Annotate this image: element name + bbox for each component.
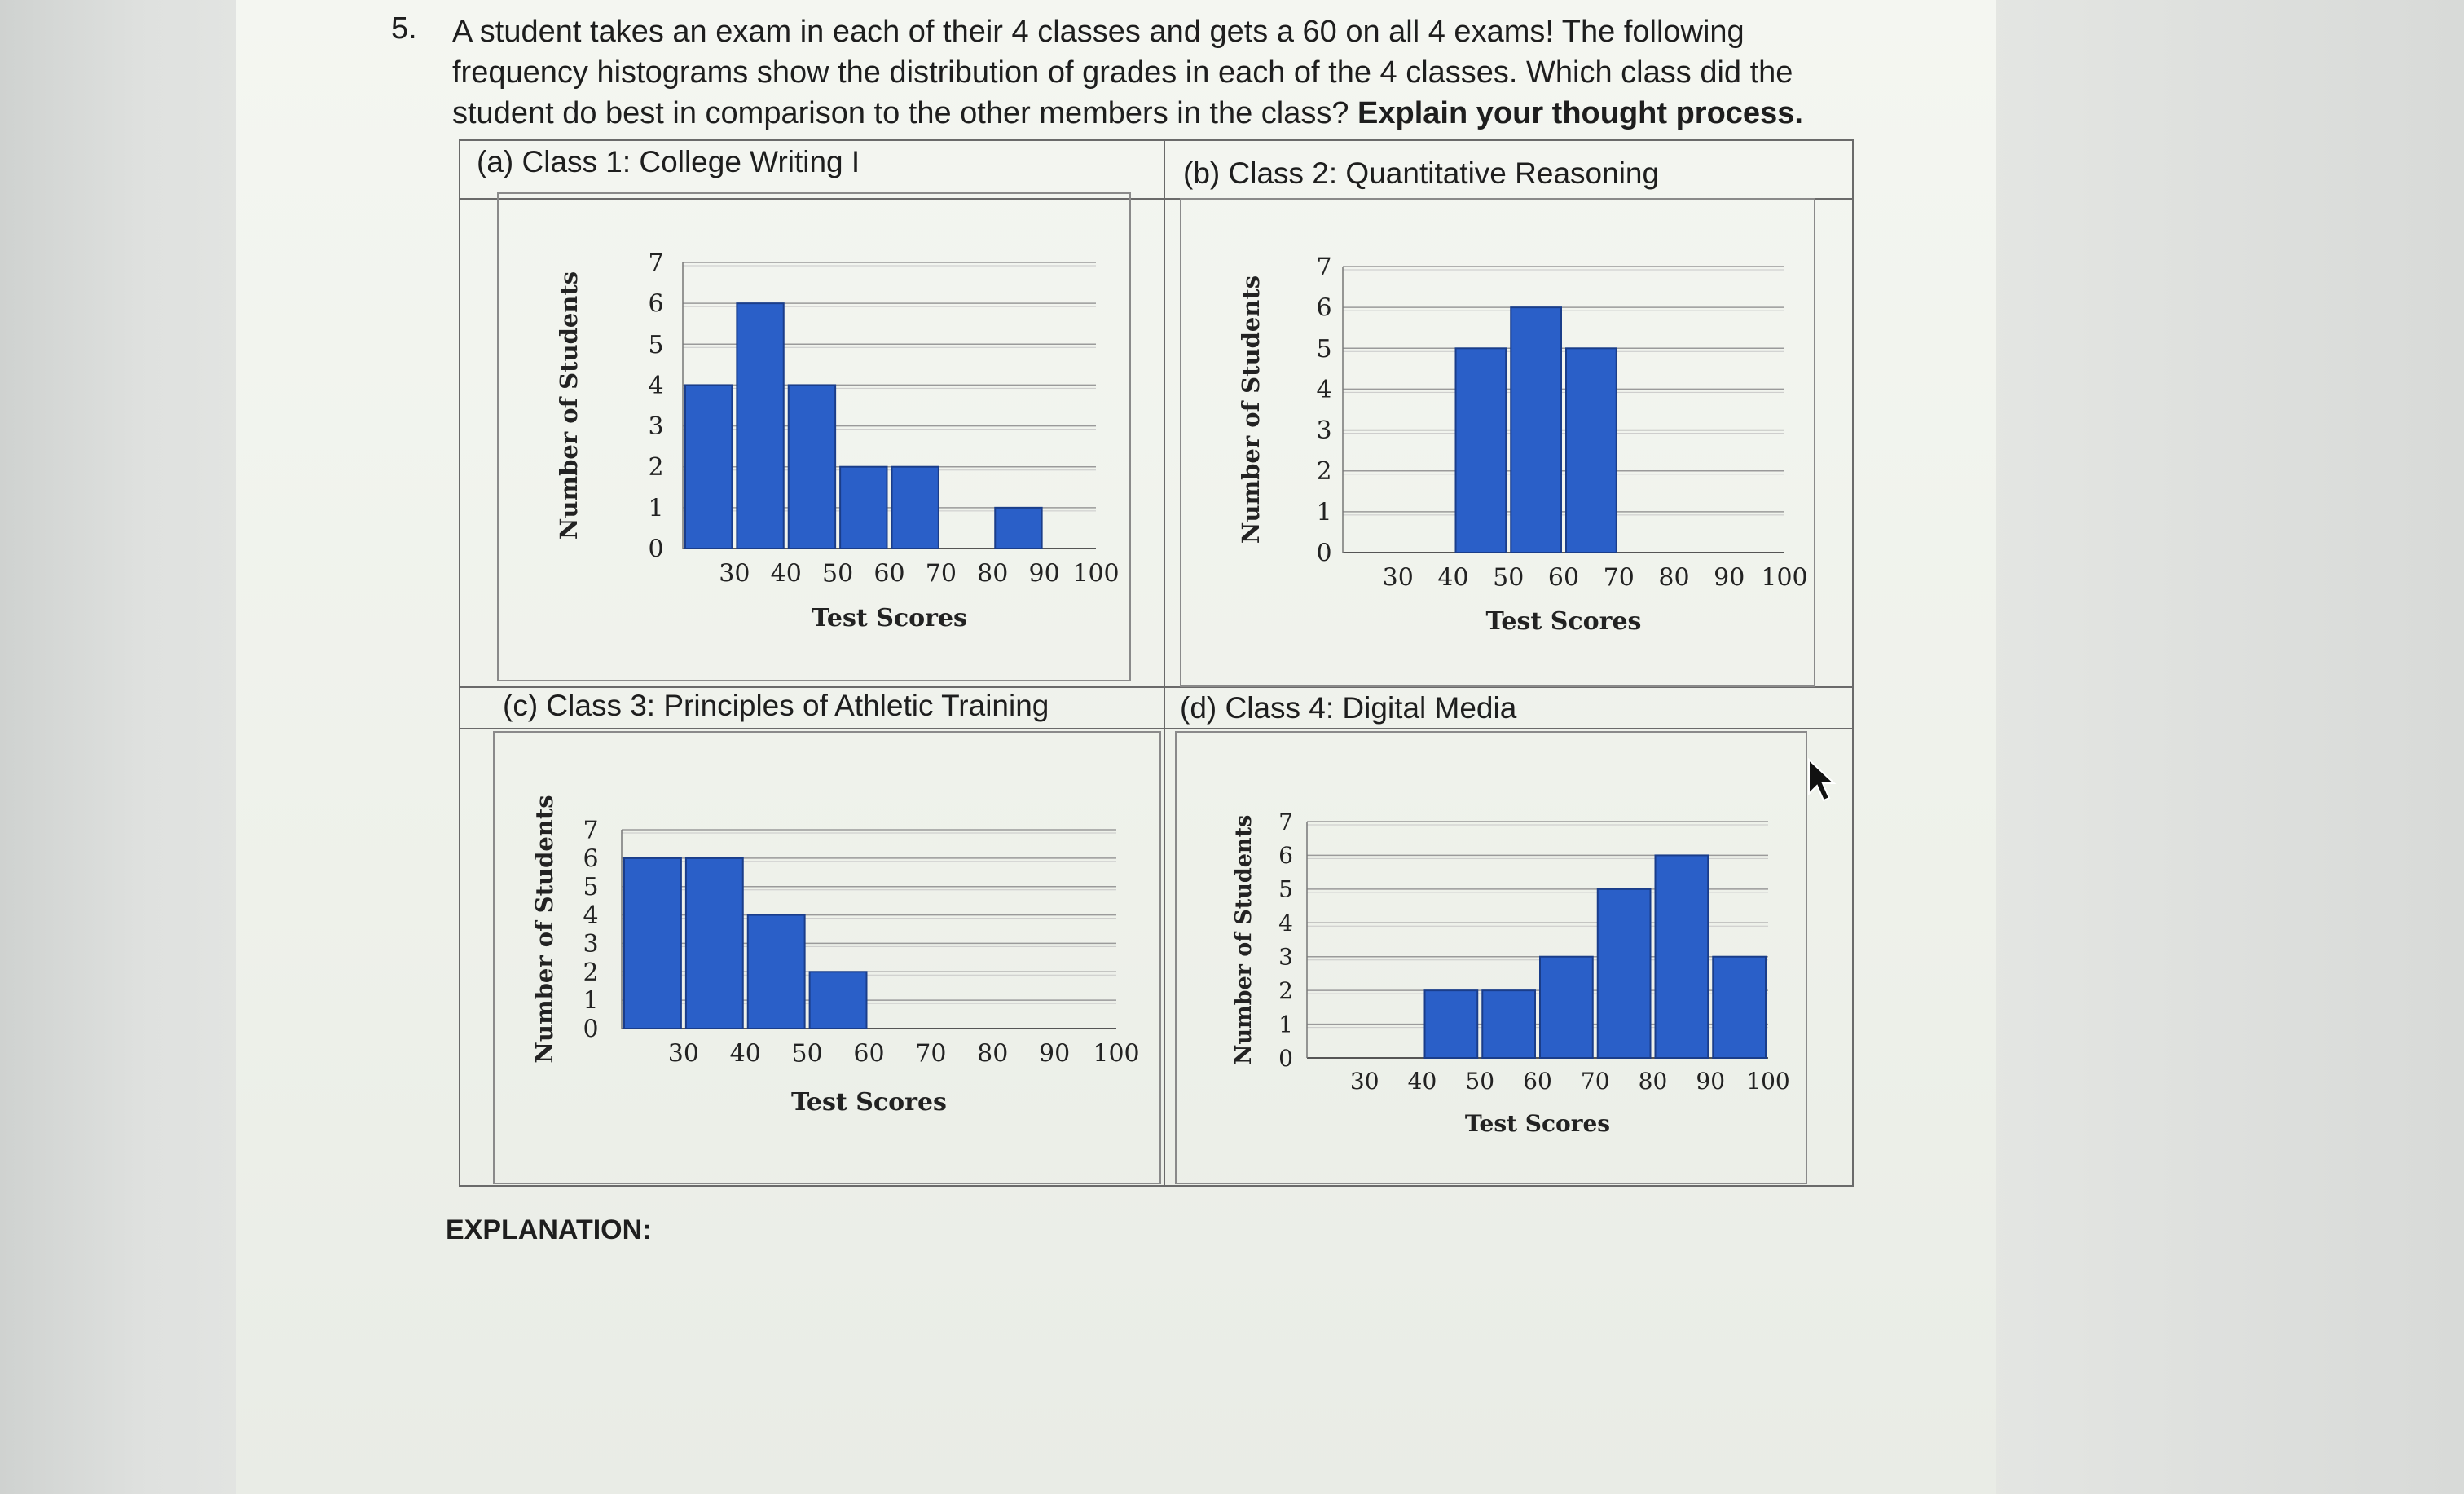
bar-a-70 (892, 467, 939, 549)
bar-b-70 (1566, 348, 1617, 553)
bar-c-30 (624, 858, 681, 1029)
x-tick-label-b-80: 80 (1658, 563, 1690, 593)
x-tick-label-c-100: 100 (1093, 1039, 1140, 1069)
bar-c-40 (686, 858, 743, 1029)
question-line-3-regular: student do best in comparison to the other members in the class? (452, 96, 1349, 130)
panel-title-d: (d) Class 4: Digital Media (1180, 691, 1517, 725)
y-tick-label-c-4: 4 (583, 901, 599, 931)
question-number: 5. (391, 11, 417, 46)
panel-title-b: (b) Class 2: Quantitative Reasoning (1183, 156, 1660, 190)
y-tick-label-a-0: 0 (648, 535, 664, 564)
x-tick-label-c-50: 50 (791, 1039, 823, 1069)
x-tick-label-d-100: 100 (1746, 1067, 1790, 1095)
y-tick-label-a-4: 4 (648, 371, 664, 400)
x-tick-label-c-70: 70 (915, 1039, 947, 1069)
x-tick-label-c-80: 80 (977, 1039, 1009, 1069)
bar-d-90 (1656, 855, 1709, 1058)
chart-d (1231, 809, 1790, 1137)
bar-d-80 (1598, 889, 1651, 1058)
x-tick-label-a-100: 100 (1072, 559, 1120, 588)
y-tick-label-b-6: 6 (1316, 293, 1332, 323)
bar-c-50 (748, 915, 805, 1029)
y-tick-label-d-1: 1 (1278, 1011, 1293, 1038)
y-axis-label-b: Number of Students (1237, 275, 1265, 544)
bar-a-40 (737, 303, 783, 549)
chart-a (555, 249, 1120, 633)
y-tick-label-a-3: 3 (648, 412, 664, 442)
x-tick-label-d-50: 50 (1465, 1067, 1495, 1095)
bar-d-60 (1482, 990, 1535, 1058)
y-tick-label-b-0: 0 (1316, 539, 1332, 568)
panel-title-a: (a) Class 1: College Writing I (477, 145, 860, 178)
x-tick-label-d-60: 60 (1523, 1067, 1552, 1095)
x-tick-label-a-80: 80 (977, 559, 1009, 588)
y-tick-label-d-2: 2 (1278, 976, 1293, 1004)
y-tick-label-d-0: 0 (1278, 1044, 1293, 1072)
x-tick-label-d-70: 70 (1580, 1067, 1610, 1095)
y-tick-label-c-3: 3 (583, 929, 599, 959)
x-tick-label-c-60: 60 (853, 1039, 885, 1069)
y-tick-label-b-4: 4 (1316, 375, 1332, 404)
question-line-3-bold: Explain your thought process. (1357, 96, 1803, 130)
x-tick-label-c-40: 40 (729, 1039, 761, 1069)
y-tick-label-a-2: 2 (648, 453, 664, 483)
x-tick-label-a-50: 50 (822, 559, 854, 588)
y-tick-label-d-4: 4 (1278, 910, 1293, 937)
question-line-1: A student takes an exam in each of their 4 classes and gets a 60 on all 4 exams! The following (452, 15, 1745, 49)
x-tick-label-d-40: 40 (1407, 1067, 1437, 1095)
y-tick-label-a-7: 7 (648, 249, 664, 278)
y-tick-label-d-6: 6 (1278, 842, 1293, 870)
x-tick-label-c-30: 30 (667, 1039, 699, 1069)
y-tick-label-b-1: 1 (1316, 498, 1332, 527)
x-axis-label-b: Test Scores (1485, 607, 1642, 636)
panel-title-c: (c) Class 3: Principles of Athletic Training (503, 689, 1049, 722)
mouse-pointer-icon (1807, 758, 1840, 807)
y-tick-label-b-5: 5 (1316, 334, 1332, 364)
y-tick-label-c-2: 2 (583, 958, 599, 987)
x-tick-label-a-40: 40 (770, 559, 802, 588)
y-tick-label-b-3: 3 (1316, 416, 1332, 446)
y-tick-label-d-5: 5 (1278, 875, 1293, 903)
bar-b-50 (1456, 348, 1507, 553)
y-tick-label-c-1: 1 (583, 986, 599, 1016)
x-tick-label-c-90: 90 (1039, 1039, 1071, 1069)
x-tick-label-a-90: 90 (1028, 559, 1060, 588)
x-axis-label-a: Test Scores (812, 604, 967, 632)
y-tick-label-d-3: 3 (1278, 943, 1293, 971)
x-tick-label-b-40: 40 (1437, 563, 1469, 593)
question-line-2: frequency histograms show the distribution of grades in each of the 4 classes. Which class did the (452, 55, 1793, 90)
bar-a-60 (840, 467, 887, 549)
x-tick-label-b-30: 30 (1382, 563, 1414, 593)
y-tick-label-c-7: 7 (583, 816, 599, 845)
x-tick-label-d-90: 90 (1696, 1067, 1726, 1095)
y-axis-label-a: Number of Students (555, 271, 583, 540)
bar-b-60 (1511, 307, 1561, 553)
bar-d-70 (1540, 957, 1593, 1058)
x-axis-label-d: Test Scores (1464, 1110, 1611, 1137)
x-tick-label-a-30: 30 (719, 559, 750, 588)
x-tick-label-b-60: 60 (1547, 563, 1580, 593)
bar-a-30 (685, 385, 732, 549)
chart-b (1237, 253, 1808, 637)
explanation-label: EXPLANATION: (446, 1214, 652, 1245)
x-tick-label-b-50: 50 (1493, 563, 1525, 593)
y-tick-label-c-0: 0 (583, 1015, 599, 1044)
x-tick-label-d-80: 80 (1638, 1067, 1668, 1095)
bar-a-90 (995, 508, 1041, 549)
x-tick-label-d-30: 30 (1349, 1067, 1379, 1095)
y-tick-label-d-7: 7 (1278, 808, 1293, 835)
y-axis-label-d: Number of Students (1231, 814, 1256, 1065)
y-tick-label-b-2: 2 (1316, 457, 1332, 487)
y-tick-label-c-6: 6 (583, 844, 599, 874)
y-tick-label-b-7: 7 (1316, 253, 1332, 282)
y-axis-label-c: Number of Students (530, 795, 558, 1064)
x-tick-label-b-90: 90 (1714, 563, 1745, 593)
x-axis-label-c: Test Scores (791, 1088, 947, 1117)
x-tick-label-b-70: 70 (1603, 563, 1635, 593)
y-tick-label-a-6: 6 (648, 289, 664, 319)
x-tick-label-b-100: 100 (1761, 563, 1808, 593)
x-tick-label-a-70: 70 (925, 559, 957, 588)
bar-a-50 (789, 385, 835, 549)
x-tick-label-a-60: 60 (873, 559, 905, 588)
bar-d-50 (1425, 990, 1478, 1058)
bar-d-100 (1713, 957, 1766, 1058)
y-tick-label-c-5: 5 (583, 873, 599, 902)
y-tick-label-a-1: 1 (648, 494, 664, 523)
bar-c-60 (810, 972, 867, 1029)
y-tick-label-a-5: 5 (648, 330, 664, 359)
chart-c (530, 795, 1140, 1117)
